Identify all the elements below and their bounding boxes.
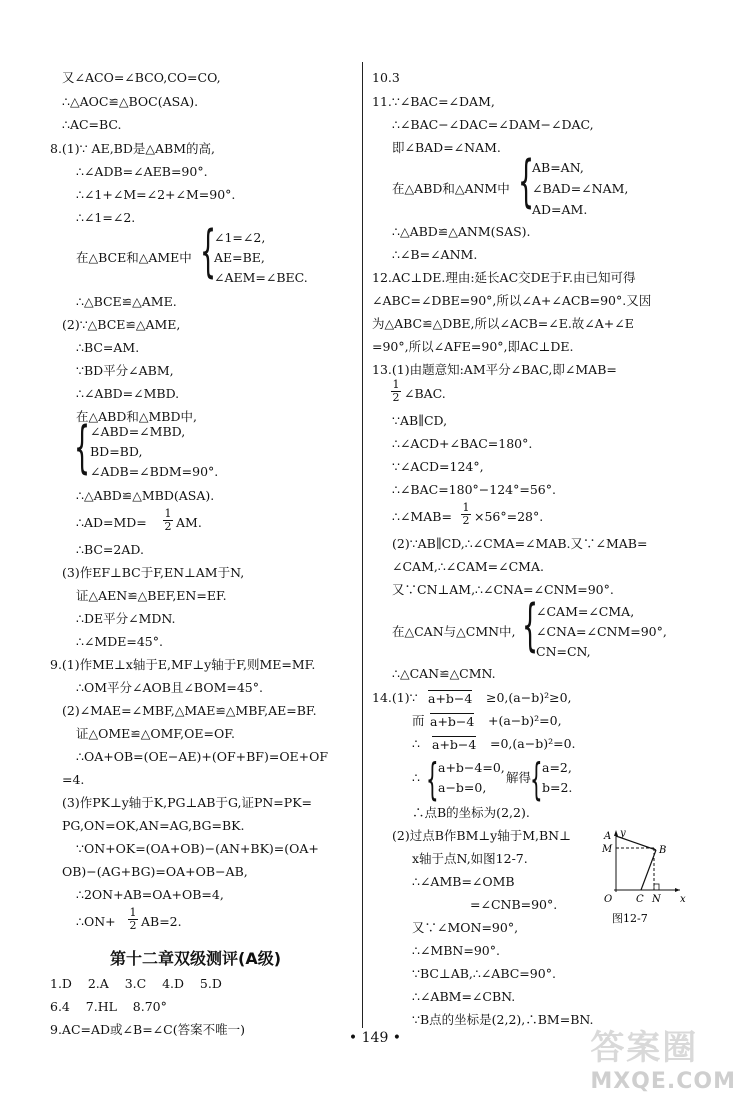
- text-line: 9.(1)作ME⊥x轴于E,MF⊥y轴于F,则ME=MF.: [50, 657, 316, 672]
- text-line: AB=AN,: [532, 160, 584, 175]
- x-axis-arrow-icon: [675, 888, 680, 892]
- text-line: 而: [412, 713, 425, 728]
- label-b: B: [659, 845, 667, 856]
- label-x: x: [680, 894, 686, 905]
- fraction-one-half: [461, 502, 471, 527]
- watermark-bottom: MXQE.COM: [590, 1069, 736, 1094]
- text-line: =4.: [62, 772, 85, 787]
- text-line: ∵AB∥CD,: [392, 413, 448, 428]
- text-line: ∴AC=BC.: [62, 117, 122, 132]
- text-line: 证△AEN≌△BEF,EN=EF.: [76, 588, 227, 603]
- text-line: ∠BAD=∠NAM,: [532, 181, 629, 196]
- fraction-one-half: [163, 508, 173, 533]
- text-line: CN=CN,: [536, 644, 591, 659]
- fraction-denominator: 2: [129, 919, 137, 932]
- figure-caption: 图12-7: [612, 912, 648, 925]
- label-m: M: [602, 844, 613, 855]
- text-line: PG,ON=OK,AN=AG,BG=BK.: [62, 818, 245, 833]
- text-line: ∴ON+: [76, 914, 116, 929]
- text-line: a−b=0,: [438, 780, 487, 795]
- text-line: 在△BCE和△AME中: [76, 250, 192, 265]
- text-line: ∴△ABD≌△MBD(ASA).: [76, 488, 215, 503]
- answer-line: 9.AC=AD或∠B=∠C(答案不唯一): [50, 1022, 245, 1037]
- text-line: ∴∠1+∠M=∠2+∠M=90°.: [76, 187, 236, 202]
- text-line: ∴BC=AM.: [76, 340, 140, 355]
- text-line: ∠1=∠2,: [214, 230, 266, 245]
- text-line: AE=BE,: [214, 250, 265, 265]
- fraction-one-half: [391, 379, 401, 404]
- text-line: ∴DE平分∠MDN.: [76, 611, 176, 626]
- text-line: 在△ABD和△ANM中: [392, 181, 510, 196]
- figure-12-7: [596, 828, 686, 932]
- text-line: 11.∵∠BAC=∠DAM,: [372, 94, 495, 109]
- text-line: 又∵∠MON=90°,: [412, 920, 519, 935]
- text-line: ∴BC=2AD.: [76, 542, 144, 557]
- label-c: C: [636, 894, 644, 905]
- fraction-denominator: 2: [392, 391, 400, 404]
- text-line: AM.: [176, 515, 202, 530]
- right-angle-mark: [654, 884, 659, 890]
- text-line: 在△CAN与△CMN中,: [392, 624, 516, 639]
- text-line: ∴△BCE≌△AME.: [76, 294, 177, 309]
- text-line: ∠ADB=∠BDM=90°.: [90, 464, 219, 479]
- label-y: y: [620, 828, 626, 839]
- brace-symbol: {: [530, 754, 543, 805]
- text-line: ∵BD平分∠ABM,: [76, 363, 174, 378]
- text-line: x轴于点N,如图12-7.: [412, 851, 528, 866]
- text-line: ∴△ABD≌△ANM(SAS).: [392, 224, 531, 239]
- text-line: (2)过点B作BM⊥y轴于M,BN⊥: [392, 828, 571, 843]
- text-line: ∴∠ABM=∠CBN.: [412, 989, 516, 1004]
- text-line: (2)∠MAE=∠MBF,△MAE≌△MBF,AE=BF.: [62, 703, 317, 718]
- text-line: 即∠BAD=∠NAM.: [392, 140, 501, 155]
- text-line: (2)∵AB∥CD,∴∠CMA=∠MAB.又∵∠MAB=: [392, 536, 648, 551]
- text-line: =90°,所以∠AFE=90°,即AC⊥DE.: [372, 339, 574, 354]
- text-line: 13.(1)由题意知:AM平分∠BAC,即∠MAB=: [372, 362, 617, 377]
- text-line: ∴AD=MD=: [76, 515, 147, 530]
- text-line: ∴∠ABD=∠MBD.: [76, 386, 180, 401]
- text-line: ∴2ON+AB=OA+OB=4,: [76, 887, 224, 902]
- text-line: 又∠ACO=∠BCO,CO=CO,: [62, 70, 221, 85]
- text-line: ∠BAC.: [404, 386, 446, 401]
- brace-symbol: {: [518, 149, 535, 214]
- y-axis-arrow-icon: [614, 830, 618, 836]
- text-line: ∠CAM,∴∠CAM=∠CMA.: [392, 559, 544, 574]
- text-line: 12.AC⊥DE.理由:延长AC交DE于F.由已知可得: [372, 270, 636, 285]
- fraction-numerator: 1: [392, 378, 400, 391]
- text-line: =0,(a−b)²=0.: [490, 736, 576, 751]
- page-number: • 149 •: [348, 1030, 402, 1046]
- text-line: 为△ABC≌△DBE,所以∠ACB=∠E.故∠A+∠E: [372, 316, 634, 331]
- label-o: O: [604, 894, 613, 905]
- text-line: a=2,: [542, 760, 572, 775]
- brace-symbol: {: [74, 415, 91, 480]
- text-line: BD=BD,: [90, 444, 143, 459]
- text-line: 解得: [506, 770, 532, 785]
- text-line: a+b−4=0,: [438, 760, 505, 775]
- text-line: ∠ABC=∠DBE=90°,所以∠A+∠ACB=90°.又因: [372, 293, 652, 308]
- text-line: ∴OM平分∠AOB且∠BOM=45°.: [76, 680, 263, 695]
- answer-line: 1.D 2.A 3.C 4.D 5.D: [50, 976, 222, 991]
- coordinate-diagram: [596, 828, 686, 928]
- radical-expression: [430, 713, 474, 730]
- text-line: ×56°=28°.: [474, 509, 544, 524]
- text-line: ∠CAM=∠CMA,: [536, 604, 635, 619]
- text-line: ∵B点的坐标是(2,2),∴BM=BN.: [412, 1012, 594, 1027]
- radicand: a+b−4: [430, 714, 475, 729]
- text-line: =∠CNB=90°.: [470, 897, 558, 912]
- brace-symbol: {: [522, 593, 539, 658]
- text-line: 又∵CN⊥AM,∴∠CNA=∠CNM=90°.: [392, 582, 614, 597]
- fraction-denominator: 2: [164, 520, 172, 533]
- watermark-top: 答案圈: [590, 1028, 699, 1068]
- text-line: ∴△AOC≌△BOC(ASA).: [62, 94, 199, 109]
- text-line: ∠AEM=∠BEC.: [214, 270, 308, 285]
- text-line: ∴∠MBN=90°.: [412, 943, 500, 958]
- text-line: ∴: [412, 770, 420, 785]
- brace-symbol: {: [200, 219, 217, 284]
- text-line: ∴∠BAC−∠DAC=∠DAM−∠DAC,: [392, 117, 594, 132]
- text-line: 10.3: [372, 70, 400, 85]
- radical-expression: [428, 690, 472, 707]
- text-line: AD=AM.: [532, 202, 588, 217]
- text-line: (3)作PK⊥y轴于K,PG⊥AB于G,证PN=PK=: [62, 795, 313, 810]
- text-line: ∴OA+OB=(OE−AE)+(OF+BF)=OE+OF: [76, 749, 329, 764]
- text-line: ∵∠ACD=124°,: [392, 459, 484, 474]
- text-line: 8.(1)∵ AE,BD是△ABM的高,: [50, 141, 215, 156]
- section-title: 第十二章双级测评(A级): [110, 949, 282, 968]
- text-line: ∴△CAN≌△CMN.: [392, 666, 496, 681]
- fraction-numerator: 1: [462, 501, 470, 514]
- text-line: 在△ABD和△MBD中,: [76, 409, 197, 424]
- text-line: ∴∠B=∠ANM.: [392, 247, 478, 262]
- text-line: ∵BC⊥AB,∴∠ABC=90°.: [412, 966, 556, 981]
- label-n: N: [652, 894, 661, 905]
- fraction-numerator: 1: [129, 906, 137, 919]
- watermark-logo: [590, 1020, 736, 1094]
- brace-symbol: {: [426, 754, 439, 805]
- fraction-one-half: [128, 907, 138, 932]
- text-line: ∴∠1=∠2.: [76, 210, 136, 225]
- text-line: AB=2.: [141, 914, 182, 929]
- text-line: 14.(1)∵: [372, 690, 418, 705]
- text-line: 证△OME≌△OMF,OE=OF.: [76, 726, 235, 741]
- text-line: ≥0,(a−b)²≥0,: [486, 690, 572, 705]
- text-line: +(a−b)²=0,: [488, 713, 562, 728]
- text-line: ∠CNA=∠CNM=90°,: [536, 624, 667, 639]
- text-line: (3)作EF⊥BC于F,EN⊥AM于N,: [62, 565, 245, 580]
- text-line: (2)∵△BCE≌△AME,: [62, 317, 181, 332]
- fraction-numerator: 1: [164, 507, 172, 520]
- text-line: ∴∠MDE=45°.: [76, 634, 163, 649]
- text-line: ∠ABD=∠MBD,: [90, 424, 186, 439]
- text-line: ∴: [412, 736, 420, 751]
- text-line: ∴∠ADB=∠AEB=90°.: [76, 164, 208, 179]
- text-line: ∴点B的坐标为(2,2).: [412, 805, 530, 820]
- column-divider: [362, 62, 363, 1028]
- fraction-denominator: 2: [462, 514, 470, 527]
- text-line: ∴∠MAB=: [392, 509, 452, 524]
- text-line: ∴∠ACD+∠BAC=180°.: [392, 436, 533, 451]
- radicand: a+b−4: [432, 737, 477, 752]
- text-line: ∴∠BAC=180°−124°=56°.: [392, 482, 556, 497]
- text-line: OB)−(AG+BG)=OA+OB−AB,: [62, 864, 248, 879]
- text-line: ∵ON+OK=(OA+OB)−(AN+BK)=(OA+: [76, 841, 319, 856]
- label-a: A: [604, 831, 612, 842]
- text-line: ∴∠AMB=∠OMB: [412, 874, 515, 889]
- answer-line: 6.4 7.HL 8.70°: [50, 999, 167, 1014]
- radicand: a+b−4: [428, 691, 473, 706]
- text-line: b=2.: [542, 780, 573, 795]
- radical-expression: [432, 736, 476, 753]
